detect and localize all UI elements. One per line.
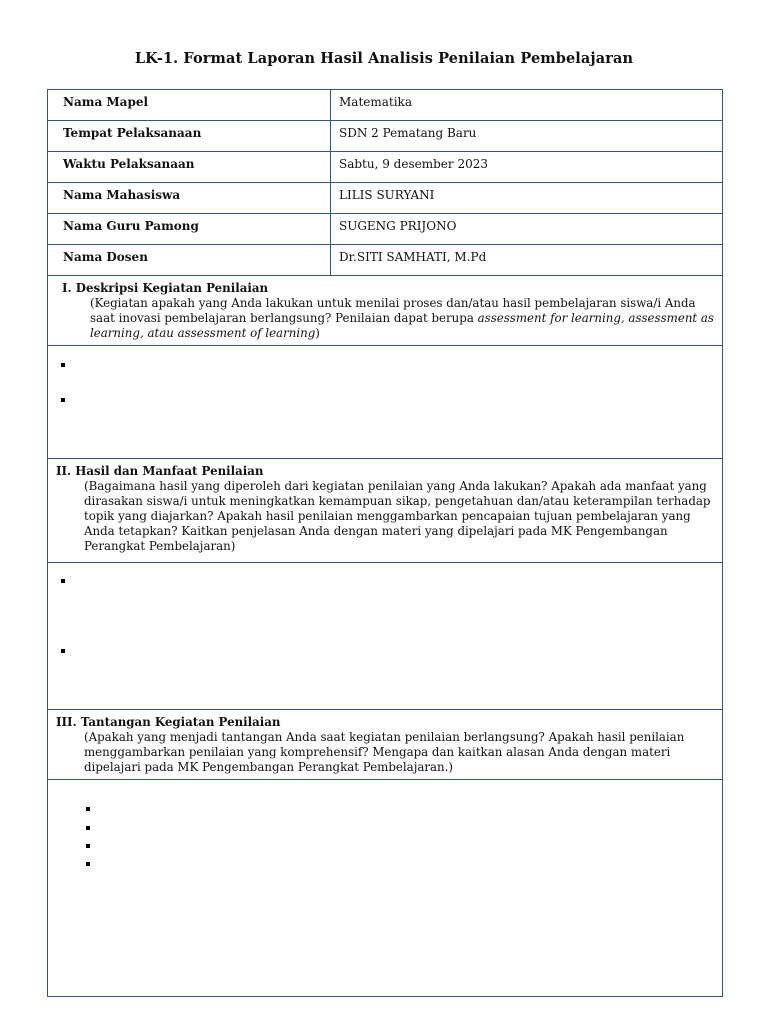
info-value: SUGENG PRIJONO xyxy=(331,214,723,245)
info-label: Nama Guru Pamong xyxy=(48,214,331,245)
info-row-dosen xyxy=(48,245,723,276)
section-title: II. Hasil dan Manfaat Penilaian xyxy=(56,464,264,478)
bullet-icon xyxy=(61,398,65,402)
info-row-mapel xyxy=(48,90,723,121)
info-value: Matematika xyxy=(331,90,723,121)
section-title: III. Tantangan Kegiatan Penilaian xyxy=(56,715,281,729)
info-row-tempat xyxy=(48,121,723,152)
section-header-1 xyxy=(48,276,723,346)
bullet-icon xyxy=(61,363,65,367)
info-label: Nama Dosen xyxy=(48,245,331,276)
report-form-table xyxy=(47,89,723,997)
info-label: Waktu Pelaksanaan xyxy=(48,152,331,183)
bullet-icon xyxy=(86,862,90,866)
info-row-waktu xyxy=(48,152,723,183)
info-row-mahasiswa xyxy=(48,183,723,214)
bullet-icon xyxy=(61,649,65,653)
section-answer-1[interactable] xyxy=(48,346,723,459)
info-row-guru-pamong xyxy=(48,214,723,245)
info-value: Dr.SITI SAMHATI, M.Pd xyxy=(331,245,723,276)
section-description: (Apakah yang menjadi tantangan Anda saat kegiatan penilaian berlangsung? Apakah hasil penilaian menggambarkan penilaian yang komprehensif? Mengapa dan kaitkan alasan Anda dengan materi dipelajari pada MK Pengembangan Perangkat Pembelajaran.) xyxy=(84,730,685,774)
info-value: SDN 2 Pematang Baru xyxy=(331,121,723,152)
bullet-icon xyxy=(86,807,90,811)
page-title: LK-1. Format Laporan Hasil Analisis Penilaian Pembelajaran xyxy=(134,50,634,67)
info-label: Tempat Pelaksanaan xyxy=(48,121,331,152)
section-title: I. Deskripsi Kegiatan Penilaian xyxy=(62,281,269,295)
section-header-2 xyxy=(48,459,723,563)
section-answer-3[interactable] xyxy=(48,780,723,997)
section-header-3 xyxy=(48,710,723,780)
section-description: (Kegiatan apakah yang Anda lakukan untuk menilai proses dan/atau hasil pembelajaran siswa/i Anda saat inovasi pembelajaran berlangsung? Penilaian dapat berupa assessment for learning, assessment as learning, atau assessment of learning) xyxy=(90,296,714,340)
info-value: LILIS SURYANI xyxy=(331,183,723,214)
bullet-icon xyxy=(61,579,65,583)
section-description: (Bagaimana hasil yang diperoleh dari kegiatan penilaian yang Anda lakukan? Apakah ada manfaat yang dirasakan siswa/i untuk meningkatkan kemampuan sikap, pengetahuan dan/atau keterampilan terhadap topik yang diajarkan? Apakah hasil penilaian menggambarkan pencapaian tujuan pembelajaran yang Anda tetapkan? Kaitkan penjelasan Anda dengan materi yang dipelajari pada MK Pengembangan Perangkat Pembelajaran) xyxy=(84,479,711,553)
section-answer-2[interactable] xyxy=(48,563,723,710)
bullet-icon xyxy=(86,826,90,830)
bullet-icon xyxy=(86,844,90,848)
info-label: Nama Mapel xyxy=(48,90,331,121)
info-label: Nama Mahasiswa xyxy=(48,183,331,214)
info-value: Sabtu, 9 desember 2023 xyxy=(331,152,723,183)
